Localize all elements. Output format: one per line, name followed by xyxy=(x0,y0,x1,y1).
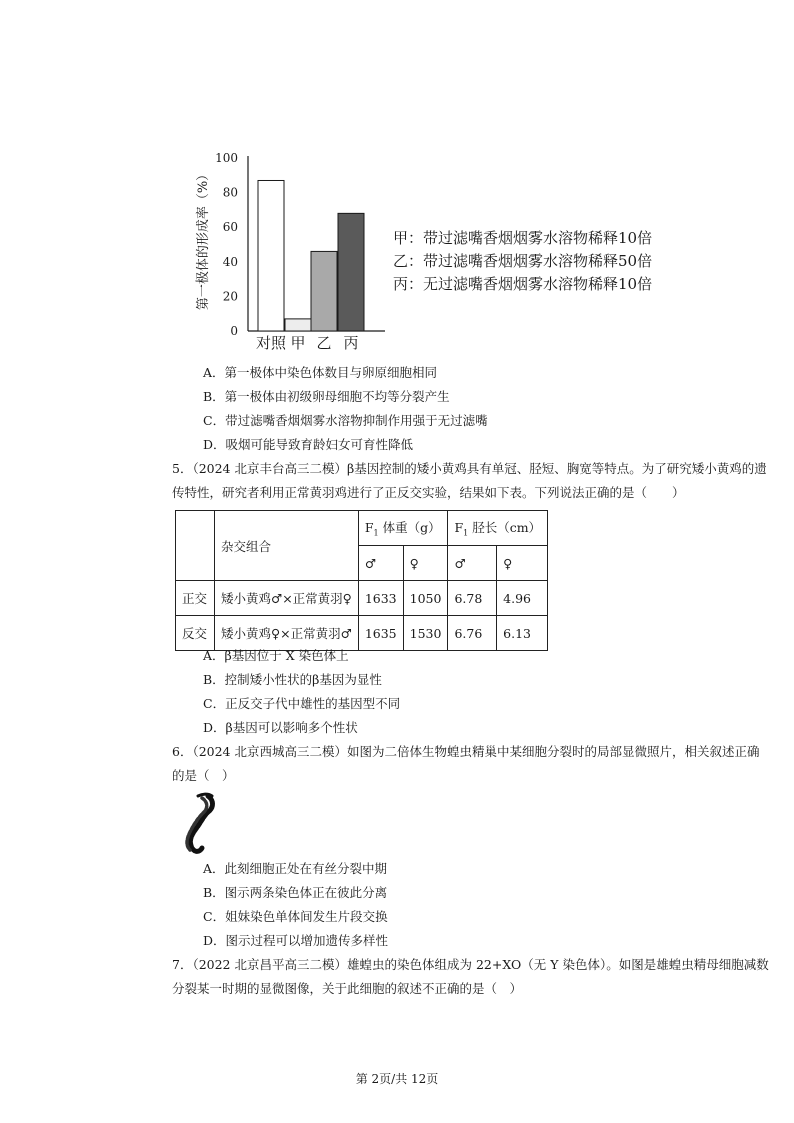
table-cell: 1050 xyxy=(403,581,448,616)
question-7-stem: 7．（2022 北京昌平高三二模）雄蝗虫的染色体组成为 22+XO（无 Y 染色体）。如图是雄蝗虫精母细胞减数 xyxy=(172,957,769,972)
bar-乙 xyxy=(311,251,337,331)
question-6-stem: 6．（2024 北京西城高三二模）如图为二倍体生物蝗虫精巢中某细胞分裂时的局部显微照片，相关叙述正确 xyxy=(172,744,760,759)
cross-combo: 矮小黄鸡♂×正常黄羽♀ xyxy=(215,581,359,616)
chart-legend-item: 丙：无过滤嘴香烟烟雾水溶物稀释10倍 xyxy=(393,275,653,293)
option-a: A．β基因位于 X 染色体上 xyxy=(203,648,349,663)
question-7-stem-cont: 分裂某一时期的显微图像，关于此细胞的叙述不正确的是（ ） xyxy=(172,981,523,996)
male-symbol: ♂ xyxy=(448,546,497,581)
table-cell: 6.78 xyxy=(448,581,497,616)
option-b: B．第一极体由初级卵母细胞不均等分裂产生 xyxy=(203,389,450,404)
male-symbol: ♂ xyxy=(358,546,403,581)
option-c: C．姐妹染色单体间发生片段交换 xyxy=(203,909,388,924)
x-tick-label: 乙 xyxy=(316,334,332,352)
cross-combo: 矮小黄鸡♀×正常黄羽♂ xyxy=(215,616,359,651)
table-cell: 6.13 xyxy=(497,616,548,651)
table-row xyxy=(176,581,548,616)
option-d: D．吸烟可能导致育龄妇女可育性降低 xyxy=(203,437,414,452)
bar-chart xyxy=(190,148,390,358)
option-b: B．控制矮小性状的β基因为显性 xyxy=(203,672,382,687)
header-weight: $F_1$ 体重（g） xyxy=(358,511,448,546)
cross-type: 反交 xyxy=(176,616,215,651)
chart-legend-item: 甲：带过滤嘴香烟烟雾水溶物稀释10倍 xyxy=(393,229,653,247)
chart-ylabel: 第一极体的形成率（%） xyxy=(196,167,211,311)
table-cell: 1633 xyxy=(358,581,403,616)
option-a: A．此刻细胞正处在有丝分裂中期 xyxy=(203,861,388,876)
question-5-stem-cont: 传特性，研究者利用正常黄羽鸡进行了正反交实验，结果如下表。下列说法正确的是（ ） xyxy=(172,485,685,500)
option-b: B．图示两条染色体正在彼此分离 xyxy=(203,885,388,900)
x-tick-label: 甲 xyxy=(290,334,306,352)
option-d: D．β基因可以影响多个性状 xyxy=(203,720,358,735)
y-tick-label: 80 xyxy=(222,185,238,200)
header-combo: 杂交组合 xyxy=(215,511,359,581)
page-footer: 第 2页/共 12页 xyxy=(355,1072,439,1086)
table-cell: 4.96 xyxy=(497,581,548,616)
x-tick-label: 丙 xyxy=(343,334,359,352)
table-cell: 6.76 xyxy=(448,616,497,651)
header-shank: $F_1$ 胫长（cm） xyxy=(448,511,548,546)
table-corner-cell xyxy=(176,511,215,581)
bar-丙 xyxy=(338,213,364,331)
y-tick-label: 60 xyxy=(222,220,238,235)
y-tick-label: 0 xyxy=(230,324,238,338)
option-c: C．带过滤嘴香烟烟雾水溶物抑制作用强于无过滤嘴 xyxy=(203,413,488,428)
question-5-stem: 5．（2024 北京丰台高三二模）β基因控制的矮小黄鸡具有单冠、胫短、胸宽等特点。为了研究矮小黄鸡的遗 xyxy=(172,461,767,476)
cross-type: 正交 xyxy=(176,581,215,616)
chromosome-micrograph xyxy=(178,790,224,856)
female-symbol: ♀ xyxy=(497,546,548,581)
bar-对照 xyxy=(258,180,284,331)
table-row xyxy=(176,616,548,651)
bar-甲 xyxy=(285,319,311,331)
table-header-row xyxy=(176,511,548,546)
y-tick-label: 100 xyxy=(215,151,238,165)
x-tick-label: 对照 xyxy=(255,334,287,352)
option-d: D．图示过程可以增加遗传多样性 xyxy=(203,933,389,948)
option-a: A．第一极体中染色体数目与卵原细胞相同 xyxy=(203,365,438,380)
chart-legend-item: 乙：带过滤嘴香烟烟雾水溶物稀释50倍 xyxy=(393,252,653,270)
question-6-stem-cont: 的是（ ） xyxy=(172,768,235,783)
table-cell: 1530 xyxy=(403,616,448,651)
cross-result-table xyxy=(175,510,548,651)
y-tick-label: 20 xyxy=(222,289,238,304)
female-symbol: ♀ xyxy=(403,546,448,581)
option-c: C．正反交子代中雄性的基因型不同 xyxy=(203,696,401,711)
table-cell: 1635 xyxy=(358,616,403,651)
y-tick-label: 40 xyxy=(222,254,238,269)
